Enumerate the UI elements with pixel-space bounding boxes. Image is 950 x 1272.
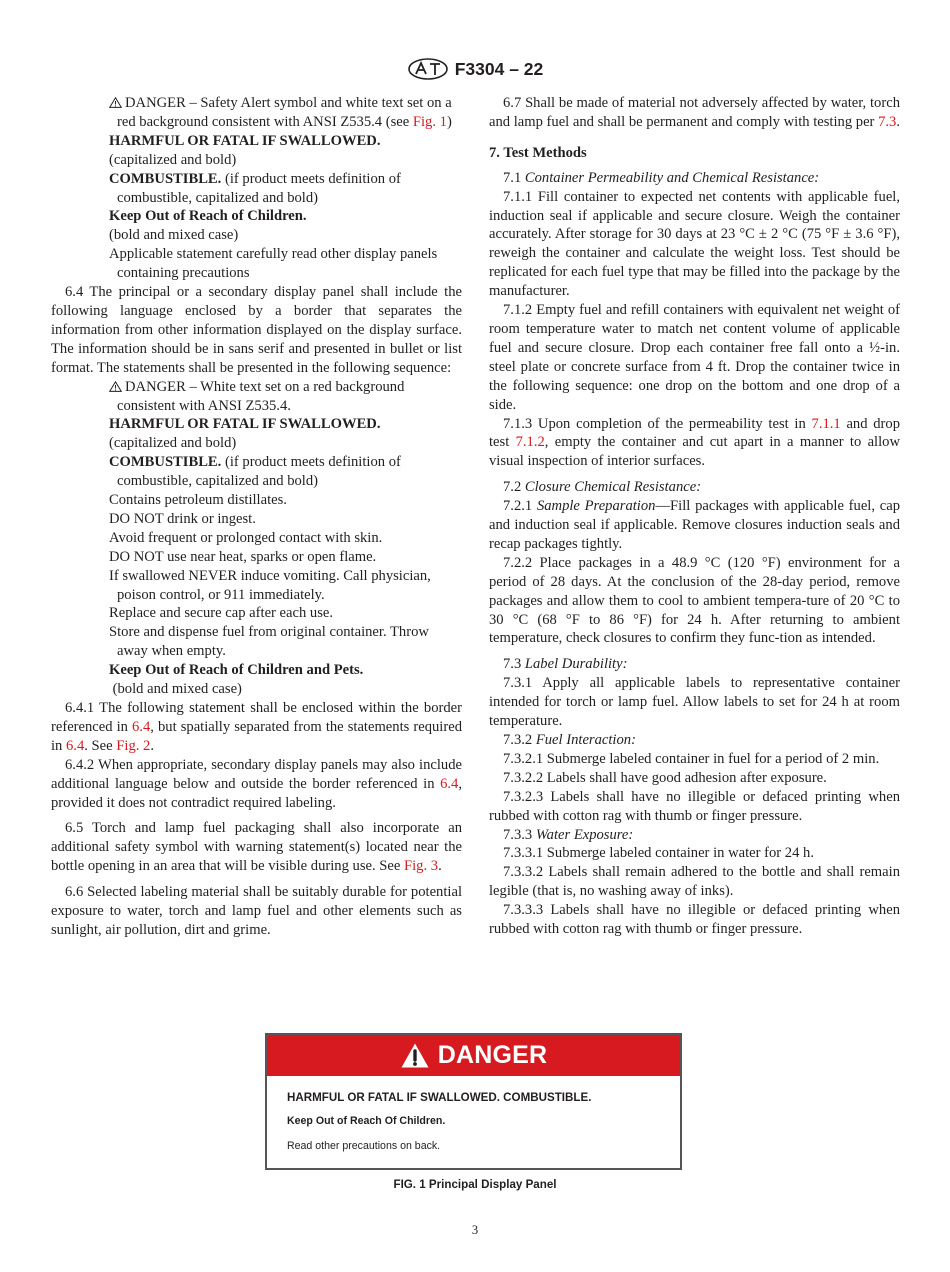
- text-run: .: [438, 858, 442, 875]
- label-list-fig1: [109, 94, 462, 283]
- list-item: Avoid frequent or prolonged contact with skin.: [109, 529, 383, 546]
- fig2-link[interactable]: Fig. 2: [116, 737, 151, 754]
- label-list-6-4: [109, 378, 462, 699]
- text-run: 7.1.3 Upon completion of the permeability test in: [503, 415, 812, 432]
- list-strong: COMBUSTIBLE.: [109, 170, 222, 187]
- text-run: , provided it does not contradict required labeling.: [51, 775, 462, 811]
- paragraph-6-4-2: [51, 756, 462, 813]
- list-item: Contains petroleum distillates.: [109, 492, 287, 509]
- danger-banner: [267, 1035, 680, 1076]
- list-item: Replace and secure cap after each use.: [109, 605, 334, 622]
- paragraph-7-3-2-2: 7.3.2.2 Labels shall have good adhesion after exposure.: [503, 769, 827, 786]
- subheading: Container Permeability and Chemical Resistance:: [524, 169, 820, 186]
- warning-triangle-icon: [109, 381, 122, 392]
- page-header: [0, 56, 950, 82]
- paragraph-6-5: [51, 819, 462, 876]
- list-item: (capitalized and bold): [109, 435, 237, 452]
- text-run: 7.2.1: [503, 498, 537, 515]
- list-item: Applicable statement carefully read other display panels containing precautions: [109, 246, 438, 282]
- paragraph-7-1-2: 7.1.2 Empty fuel and refill containers with equivalent net weight of room temperature water to match net content volume of applicable fuel and secure closure. Drop each container free fall onto a ½-in. steel plate or concrete surface from 4 ft. Drop the container twice in the following sequence: one drop on the bottom and one drop of a side.: [489, 302, 900, 413]
- text-run: 6.5 Torch and lamp fuel packaging shall also incorporate an additional safety symbol with warning statement(s) located near the bottle opening in an area that will be visible during use. See: [51, 820, 462, 875]
- paragraph-6-4: 6.4 The principal or a secondary display panel shall include the following language enclosed by a border that separates the information from other information displayed on the display surface. The information should be in sans serif and presented in bullet or list format. The statements shall be presented in the following sequence:: [51, 284, 462, 376]
- list-text: DANGER – White text set on a red background consistent with ANSI Z535.4.: [117, 378, 405, 414]
- list-item: [109, 94, 462, 132]
- list-item: DO NOT drink or ingest.: [109, 510, 256, 527]
- paragraph-7-3-3-1: 7.3.3.1 Submerge labeled container in water for 24 h.: [503, 845, 814, 862]
- page-number: 3: [471, 1223, 479, 1237]
- paragraph-7-3-3-2: 7.3.3.2 Labels shall remain adhered to the bottle and shall remain legible (that is, no washing away of inks).: [489, 864, 900, 900]
- paragraph-7-1: [489, 169, 900, 188]
- right-column: [489, 94, 900, 939]
- paragraph-6-6: 6.6 Selected labeling material shall be suitably durable for potential exposure to water, torch and lamp fuel and other elements such as sunlight, air pollution, dirt and grime.: [51, 884, 462, 938]
- section-7-1-2-link[interactable]: 7.1.2: [515, 434, 545, 451]
- subheading: Sample Preparation: [536, 498, 656, 515]
- text-run: 7.3.3: [503, 826, 536, 843]
- text-run: .: [896, 113, 900, 130]
- subheading: Fuel Interaction:: [535, 732, 636, 748]
- list-item: DO NOT use near heat, sparks or open flame.: [109, 548, 377, 565]
- figure-caption: FIG. 1 Principal Display Panel: [393, 1178, 557, 1191]
- paragraph-7-3-1: 7.3.1 Apply all applicable labels to representative container intended for torch or lamp fuel. Allow labels to set for 24 h at room temperature.: [489, 675, 900, 730]
- list-item: (capitalized and bold): [109, 151, 237, 168]
- paragraph-6-4-1: [51, 699, 462, 756]
- text-run: 6.4.2 When appropriate, secondary display panels may also include additional language below and outside the border referenced in: [51, 756, 462, 792]
- subheading: Label Durability:: [524, 656, 628, 673]
- subheading: Water Exposure:: [535, 826, 634, 843]
- paragraph-7-1-3: [489, 415, 900, 472]
- list-item: If swallowed NEVER induce vomiting. Call physician, poison control, or 911 immediately.: [109, 567, 431, 603]
- principal-display-panel-figure: [265, 1033, 682, 1170]
- text-run: , empty the container and cut apart in a manner to allow visual inspection of interior surfaces.: [489, 434, 900, 470]
- list-text: DANGER – Safety Alert symbol and white text set on a red background consistent with ANSI Z535.4 (see: [117, 95, 452, 130]
- list-text: (if product meets definition of combustible, capitalized and bold): [117, 170, 401, 206]
- paragraph-7-2: [489, 478, 900, 497]
- list-item: Keep Out of Reach of Children.: [109, 208, 307, 225]
- section-6-4-link[interactable]: 6.4: [66, 737, 85, 754]
- list-text: ): [446, 113, 452, 130]
- precaution-statement: Read other precautions on back.: [287, 1140, 441, 1152]
- list-strong: COMBUSTIBLE.: [109, 454, 222, 471]
- list-text: (if product meets definition of combustible, capitalized and bold): [117, 454, 401, 490]
- text-run: 7.3.2: [503, 732, 536, 748]
- list-item: [109, 378, 462, 416]
- fig3-link[interactable]: Fig. 3: [404, 858, 439, 875]
- section-7-1-1-link[interactable]: 7.1.1: [811, 415, 841, 432]
- list-item: (bold and mixed case): [109, 681, 242, 698]
- subheading: Closure Chemical Resistance:: [524, 479, 702, 496]
- list-item: [109, 453, 462, 491]
- text-run: 7.3: [503, 656, 525, 673]
- danger-signal-word: DANGER: [437, 1041, 548, 1069]
- safety-alert-icon: [400, 1042, 430, 1069]
- list-item: HARMFUL OR FATAL IF SWALLOWED.: [109, 416, 381, 433]
- list-item: Keep Out of Reach of Children and Pets.: [109, 662, 364, 679]
- text-run: 7.1: [503, 169, 525, 186]
- section-7-3-link[interactable]: 7.3: [878, 113, 897, 130]
- children-statement: Keep Out of Reach Of Children.: [287, 1115, 446, 1127]
- paragraph-7-3-2: [489, 731, 900, 750]
- fig1-link[interactable]: Fig. 1: [412, 113, 447, 130]
- paragraph-7-3-2-3: 7.3.2.3 Labels shall have no illegible or defaced printing when rubbed with cotton rag with thumb or finger pressure.: [489, 788, 900, 824]
- paragraph-7-1-1: 7.1.1 Fill container to expected net contents with applicable fuel, induction seal if applicable and secure closure. Weigh the container accurately. After storage for 30 days at 23 °C ± 2 °C (75 °F ± 3.6 °F), reweigh the container and calculate the weight loss. Test should be replicated for each fuel type that may be filled into the package by the manufacturer.: [489, 188, 900, 300]
- section-heading-7: 7. Test Methods: [489, 144, 587, 161]
- section-6-4-link[interactable]: 6.4: [132, 718, 151, 735]
- warning-triangle-icon: [109, 97, 122, 108]
- text-run: .: [150, 737, 154, 754]
- document-id: F3304 – 22: [454, 58, 544, 79]
- paragraph-6-7: [489, 94, 900, 132]
- paragraph-7-2-2: 7.2.2 Place packages in a 48.9 °C (120 °F) environment for a period of 28 days. At the conclusion of the 28-day period, remove packages and allow them to cool to ambient tempera-ture of 20 °C to 30 °C (68 °F to 86 °F) for 24 h. After returning to ambient temperature, check closures to confirm they func-tion as intended.: [489, 554, 900, 647]
- list-item: [109, 170, 462, 208]
- text-run: —Fill packages with applicable fuel, cap and induction seal if applicable. Remove closures induction seals and recap packages tightly.: [489, 498, 900, 552]
- paragraph-7-3-2-1: 7.3.2.1 Submerge labeled container in fuel for a period of 2 min.: [503, 750, 880, 767]
- paragraph-7-2-1: [489, 497, 900, 554]
- list-item: (bold and mixed case): [109, 227, 239, 244]
- text-run: and drop test: [489, 415, 900, 451]
- text-run: 7.2: [503, 479, 525, 496]
- list-item: HARMFUL OR FATAL IF SWALLOWED.: [109, 132, 381, 149]
- hazard-statement: HARMFUL OR FATAL IF SWALLOWED. COMBUSTIBLE.: [287, 1091, 592, 1104]
- left-column: [51, 94, 462, 940]
- section-6-4-link[interactable]: 6.4: [440, 775, 459, 792]
- list-item: Store and dispense fuel from original container. Throw away when empty.: [109, 624, 429, 660]
- text-run: , but spatially separated from the statements required in: [51, 718, 462, 754]
- text-run: . See: [84, 737, 117, 754]
- paragraph-7-3-3: [489, 826, 900, 845]
- paragraph-7-3: [489, 655, 900, 674]
- astm-logo-icon: [407, 58, 449, 80]
- text-run: 6.4.1 The following statement shall be enclosed within the border referenced in: [51, 700, 462, 735]
- paragraph-7-3-3-3: 7.3.3.3 Labels shall have no illegible or defaced printing when rubbed with cotton rag with thumb or finger pressure.: [489, 902, 900, 938]
- text-run: 6.7 Shall be made of material not adversely affected by water, torch and lamp fuel and shall be permanent and comply with testing per: [489, 95, 900, 130]
